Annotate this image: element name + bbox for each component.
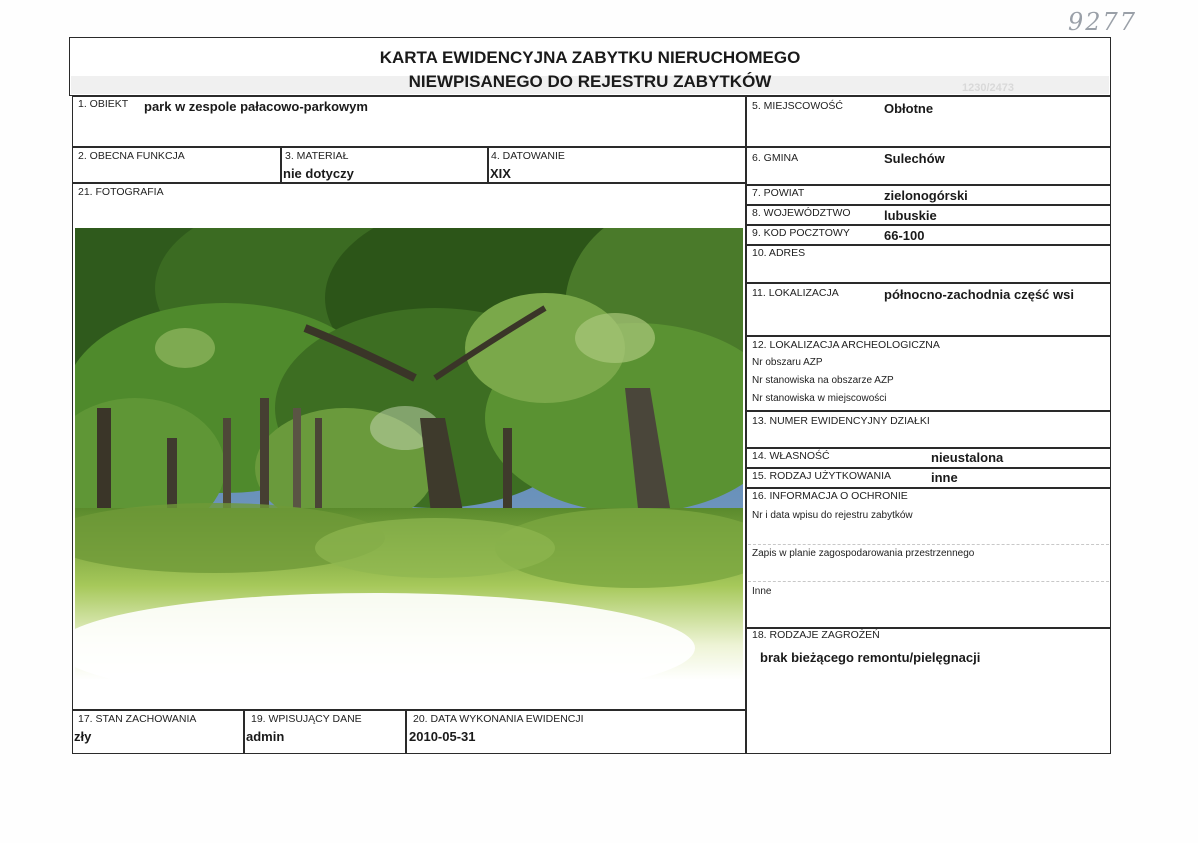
- label-ochrona: 16. INFORMACJA O OCHRONIE: [752, 490, 908, 502]
- label-miejscowosc: 5. MIEJSCOWOŚĆ: [752, 100, 844, 112]
- label-zagrozenia: 18. RODZAJE ZAGROŻEŃ: [752, 629, 880, 641]
- label-powiat: 7. POWIAT: [752, 187, 805, 199]
- azp-site-label: Nr stanowiska na obszarze AZP: [752, 375, 894, 386]
- value-rodzaj-uzytkowania: inne: [931, 470, 958, 485]
- label-datowanie: 4. DATOWANIE: [491, 150, 565, 162]
- label-lokalizacja-arch: 12. LOKALIZACJA ARCHEOLOGICZNA: [752, 339, 940, 351]
- value-kod-pocztowy: 66-100: [884, 228, 925, 243]
- label-data-wykonania: 20. DATA WYKONANIA EWIDENCJI: [413, 713, 584, 725]
- label-wojewodztwo: 8. WOJEWÓDZTWO: [752, 207, 851, 219]
- label-rodzaj-uzytkowania: 15. RODZAJ UŻYTKOWANIA: [752, 470, 892, 482]
- value-wpisujacy: admin: [246, 729, 285, 744]
- other-label: Inne: [752, 586, 772, 597]
- value-gmina: Sulechów: [884, 151, 945, 166]
- value-material: nie dotyczy: [283, 166, 354, 181]
- value-wlasnosc: nieustalona: [931, 450, 1004, 465]
- label-stan-zachowania: 17. STAN ZACHOWANIA: [78, 713, 197, 725]
- value-datowanie: XIX: [490, 166, 511, 181]
- value-data-wykonania: 2010-05-31: [409, 729, 476, 744]
- spatial-plan-label: Zapis w planie zagospodarowania przestrzennego: [752, 548, 975, 559]
- label-obecna-funkcja: 2. OBECNA FUNKCJA: [78, 150, 185, 162]
- park-photograph: [75, 228, 743, 680]
- label-wpisujacy: 19. WPISUJĄCY DANE: [251, 713, 362, 725]
- village-site-label: Nr stanowiska w miejscowości: [752, 393, 887, 404]
- handwritten-number: 9277: [1068, 8, 1138, 36]
- value-wojewodztwo: lubuskie: [884, 208, 937, 223]
- label-gmina: 6. GMINA: [752, 152, 799, 164]
- value-obiekt: park w zespole pałacowo-parkowym: [144, 99, 368, 114]
- value-stan-zachowania: zły: [74, 729, 92, 744]
- value-powiat: zielonogórski: [884, 188, 968, 203]
- label-kod-pocztowy: 9. KOD POCZTOWY: [752, 227, 850, 239]
- divider-ochrona-1: [748, 544, 1109, 545]
- divider-ochrona-2: [748, 581, 1109, 582]
- page-title-line2: NIEWPISANEGO DO REJESTRU ZABYTKÓW: [408, 72, 772, 91]
- field-zagrozenia: [746, 628, 1111, 754]
- label-material: 3. MATERIAŁ: [285, 150, 349, 162]
- page-title-line1: KARTA EWIDENCYJNA ZABYTKU NIERUCHOMEGO: [379, 48, 801, 67]
- azp-area-label: Nr obszaru AZP: [752, 357, 823, 368]
- label-obiekt: 1. OBIEKT: [78, 98, 129, 110]
- archive-stamp: 1230/2473: [962, 82, 1014, 94]
- value-miejscowosc: Obłotne: [884, 101, 934, 116]
- value-lokalizacja: północno-zachodnia część wsi: [884, 287, 1074, 302]
- value-zagrozenia: brak bieżącego remontu/pielęgnacji: [760, 650, 981, 665]
- register-entry-label: Nr i data wpisu do rejestru zabytków: [752, 510, 913, 521]
- label-wlasnosc: 14. WŁASNOŚĆ: [752, 450, 830, 462]
- label-fotografia: 21. FOTOGRAFIA: [78, 186, 164, 198]
- label-adres: 10. ADRES: [752, 247, 806, 259]
- label-numer-dzialki: 13. NUMER EWIDENCYJNY DZIAŁKI: [752, 415, 930, 427]
- label-lokalizacja: 11. LOKALIZACJA: [752, 287, 839, 299]
